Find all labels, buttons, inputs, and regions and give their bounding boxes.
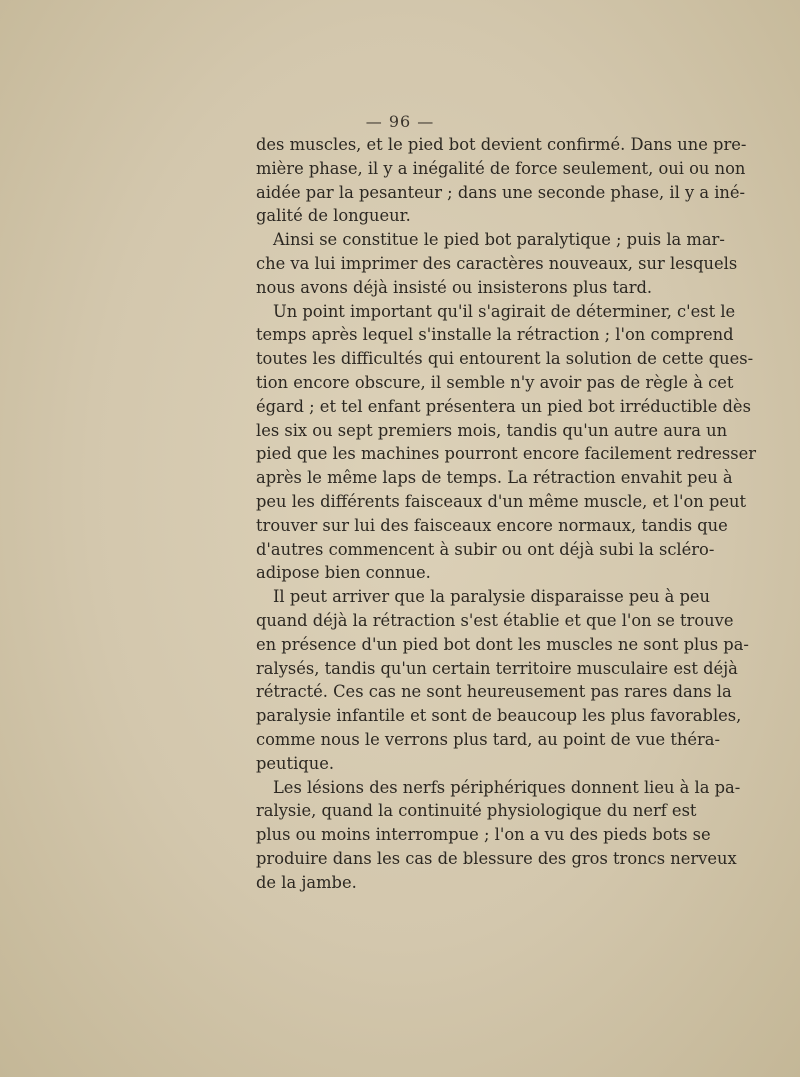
text-line: paralysie infantile et sont de beaucoup les plus favorables, (256, 706, 742, 726)
text-line: aidée par la pesanteur ; dans une seconde phase, il y a iné- (256, 182, 746, 202)
paragraph (256, 228, 738, 299)
text-line: toutes les difficultés qui entourent la solution de cette ques- (256, 349, 754, 369)
text-line: trouver sur lui des faisceaux encore normaux, tandis que (256, 515, 728, 535)
text-line: ralysie, quand la continuité physiologique du nerf est (256, 801, 697, 821)
text-line: Un point important qu'il s'agirait de déterminer, c'est le (273, 301, 736, 321)
text-line: en présence d'un pied bot dont les muscles ne sont plus pa- (256, 634, 749, 654)
paragraph (256, 585, 749, 775)
text-line: les six ou sept premiers mois, tandis qu'un autre aura un (256, 420, 728, 440)
text-line: quand déjà la rétraction s'est établie et que l'on se trouve (256, 610, 734, 630)
text-line: des muscles, et le pied bot devient confirmé. Dans une pre- (256, 135, 747, 154)
text-line: égard ; et tel enfant présentera un pied bot irréductible dès (256, 396, 751, 416)
text-line: après le même laps de temps. La rétraction envahit peu à (256, 468, 733, 488)
text-line: rétracté. Ces cas ne sont heureusement pas rares dans la (256, 682, 732, 702)
text-line: mière phase, il y a inégalité de force seulement, oui ou non (256, 158, 746, 178)
text-line: peu les différents faisceaux d'un même muscle, et l'on peut (256, 491, 747, 511)
text-line: ralysés, tandis qu'un certain territoire musculaire est déjà (256, 658, 738, 678)
text-line: adipose bien connue. (256, 563, 431, 583)
text-line: produire dans les cas de blessure des gros troncs nerveux (256, 848, 737, 868)
text-line: de la jambe. (256, 872, 357, 892)
text-line: temps après lequel s'installe la rétraction ; l'on comprend (256, 325, 734, 345)
text-line: plus ou moins interrompue ; l'on a vu des pieds bots se (256, 825, 711, 845)
text-line: nous avons déjà insisté ou insisterons plus tard. (256, 277, 653, 297)
body-text (256, 133, 757, 895)
paragraph (256, 776, 741, 895)
page-number: — 96 — (365, 112, 435, 131)
text-line: pied que les machines pourront encore facilement redresser (256, 444, 757, 464)
text-line: comme nous le verrons plus tard, au point de vue théra- (256, 729, 720, 749)
text-line: galité de longueur. (256, 206, 411, 226)
text-line: Les lésions des nerfs périphériques donnent lieu à la pa- (273, 777, 741, 797)
text-line: tion encore obscure, il semble n'y avoir pas de règle à cet (256, 372, 734, 392)
text-line: peutique. (256, 753, 335, 773)
text-line: Ainsi se constitue le pied bot paralytique ; puis la mar- (273, 230, 725, 250)
paragraph (256, 133, 747, 228)
paragraph (256, 300, 757, 586)
text-line: d'autres commencent à subir ou ont déjà subi la scléro- (256, 539, 715, 559)
text-line: che va lui imprimer des caractères nouveaux, sur lesquels (256, 253, 738, 273)
text-line: Il peut arriver que la paralysie disparaisse peu à peu (273, 587, 711, 607)
